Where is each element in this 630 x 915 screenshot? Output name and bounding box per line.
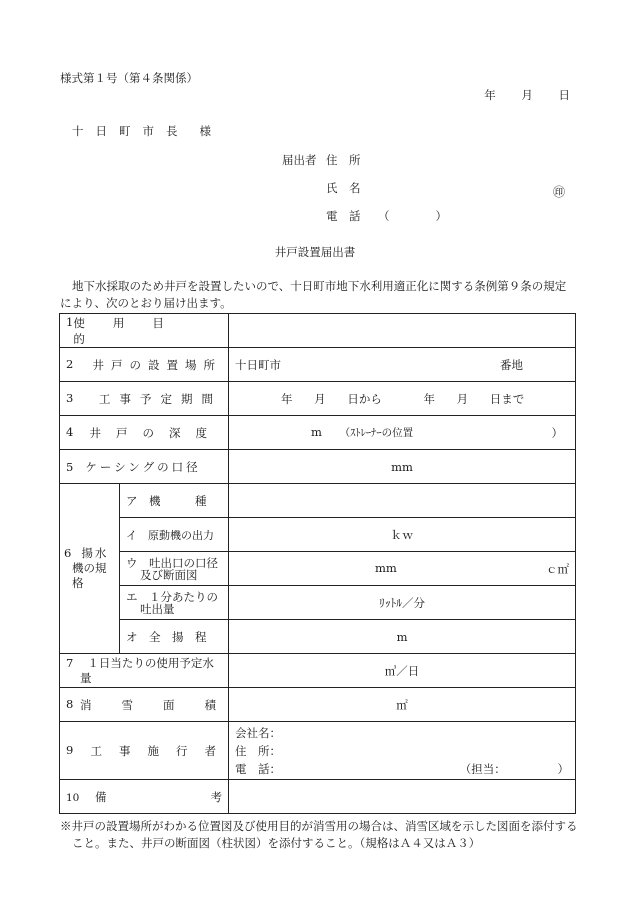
period-field[interactable]: 年 月 日から 年 月 日まで [229, 382, 576, 416]
row-depth [60, 416, 576, 450]
daily-usage-field[interactable]: ㎥／日 [229, 654, 576, 688]
row-daily-usage [60, 654, 576, 688]
discharge-label: エ １分あたりの 吐出量 [120, 586, 229, 620]
outlet-field[interactable]: mm ｃ㎡ [229, 552, 576, 586]
snow-area-label: 8 消雪面積 [60, 688, 229, 722]
contractor-address: 住 所： [235, 743, 282, 758]
depth-label: 4 井戸の深度 [60, 416, 229, 450]
row-casing [60, 450, 576, 484]
location-label: 2 井戸の設置場所 [60, 348, 229, 382]
footnote [60, 818, 580, 852]
intro-text: 地下水採取のため井戸を設置したいので、十日町市地下水利用適正化に関する条例第９条の規定により、次のとおり届け出ます。 [60, 279, 567, 310]
row-snow-area [60, 688, 576, 722]
footnote-line-1: ※井戸の設置場所がわかる位置図及び使用目的が消雪用の場合は、消雪区域を示した図面を添付する [60, 819, 578, 833]
addressee-suffix: 様 [199, 124, 223, 138]
contractor-phone: 電 話： [235, 761, 282, 776]
total-head-field[interactable]: m [229, 620, 576, 654]
date-year: 年 [484, 88, 496, 102]
row-motor-output [60, 518, 576, 552]
depth-field[interactable]: m （ｽﾄﾚｰﾅｰの位置 ） [229, 416, 576, 450]
casing-label: 5 ケーシングの口径 [60, 450, 229, 484]
row-total-head [60, 620, 576, 654]
motor-output-label: イ 原動機の出力 [120, 518, 229, 552]
discharge-field[interactable]: ﾘｯﾄﾙ／分 [229, 586, 576, 620]
date-day: 日 [558, 88, 570, 102]
date-line [462, 87, 570, 103]
contractor-company: 会社名： [235, 725, 282, 740]
purpose-label: 1 使用目的 [60, 314, 229, 348]
row-remarks [60, 780, 576, 814]
row-period [60, 382, 576, 416]
snow-area-field[interactable]: ㎡ [229, 688, 576, 722]
form-number: 様式第１号（第４条関係） [60, 71, 198, 85]
seal-mark: ㊞ [553, 185, 566, 199]
applicant-address-label: 住 所 [326, 153, 361, 167]
footnote-line-2: こと。また、井戸の断面図（柱状図）を添付すること。（規格はＡ４又はＡ３） [72, 836, 481, 850]
date-month: 月 [521, 88, 533, 102]
row-pump-type [60, 484, 576, 518]
remarks-field[interactable] [229, 780, 576, 814]
application-form-table [59, 313, 576, 814]
outlet-label: ウ 吐出口の口径 及び断面図 [120, 552, 229, 586]
remarks-label: 10 備 考 [60, 780, 229, 814]
location-banchi: 番地 [500, 357, 524, 372]
applicant-phone-paren: （ ） [378, 209, 447, 223]
row-purpose [60, 314, 576, 348]
location-field[interactable] [229, 348, 576, 382]
total-head-label: オ 全 揚 程 [120, 620, 229, 654]
applicant-phone-label: 電 話 [326, 209, 361, 223]
pump-type-field[interactable] [229, 484, 576, 518]
motor-output-field[interactable]: ｋｗ [229, 518, 576, 552]
row-location [60, 348, 576, 382]
row-outlet [60, 552, 576, 586]
applicant-label: 届出者 [282, 153, 317, 167]
period-label: 3 工事予定期間 [60, 382, 229, 416]
contractor-tanto: （担当： ） [459, 761, 570, 776]
pump-spec-label: 6 揚水 機の規 格 [60, 484, 120, 654]
daily-usage-label: 7 １日当たりの使用予定水 量 [60, 654, 229, 688]
contractor-label: 9 工事施行者 [60, 722, 229, 780]
addressee-name: 十日町市長 [72, 124, 190, 138]
contractor-field[interactable] [229, 722, 576, 780]
applicant-name-label: 氏 名 [326, 181, 361, 195]
row-discharge [60, 586, 576, 620]
addressee [72, 123, 223, 139]
casing-field[interactable]: mm [229, 450, 576, 484]
pump-type-label: ア 機 種 [120, 484, 229, 518]
location-city: 十日町市 [235, 357, 282, 372]
purpose-field[interactable] [229, 314, 576, 348]
row-contractor [60, 722, 576, 780]
document-title: 井戸設置届出書 [274, 245, 356, 259]
